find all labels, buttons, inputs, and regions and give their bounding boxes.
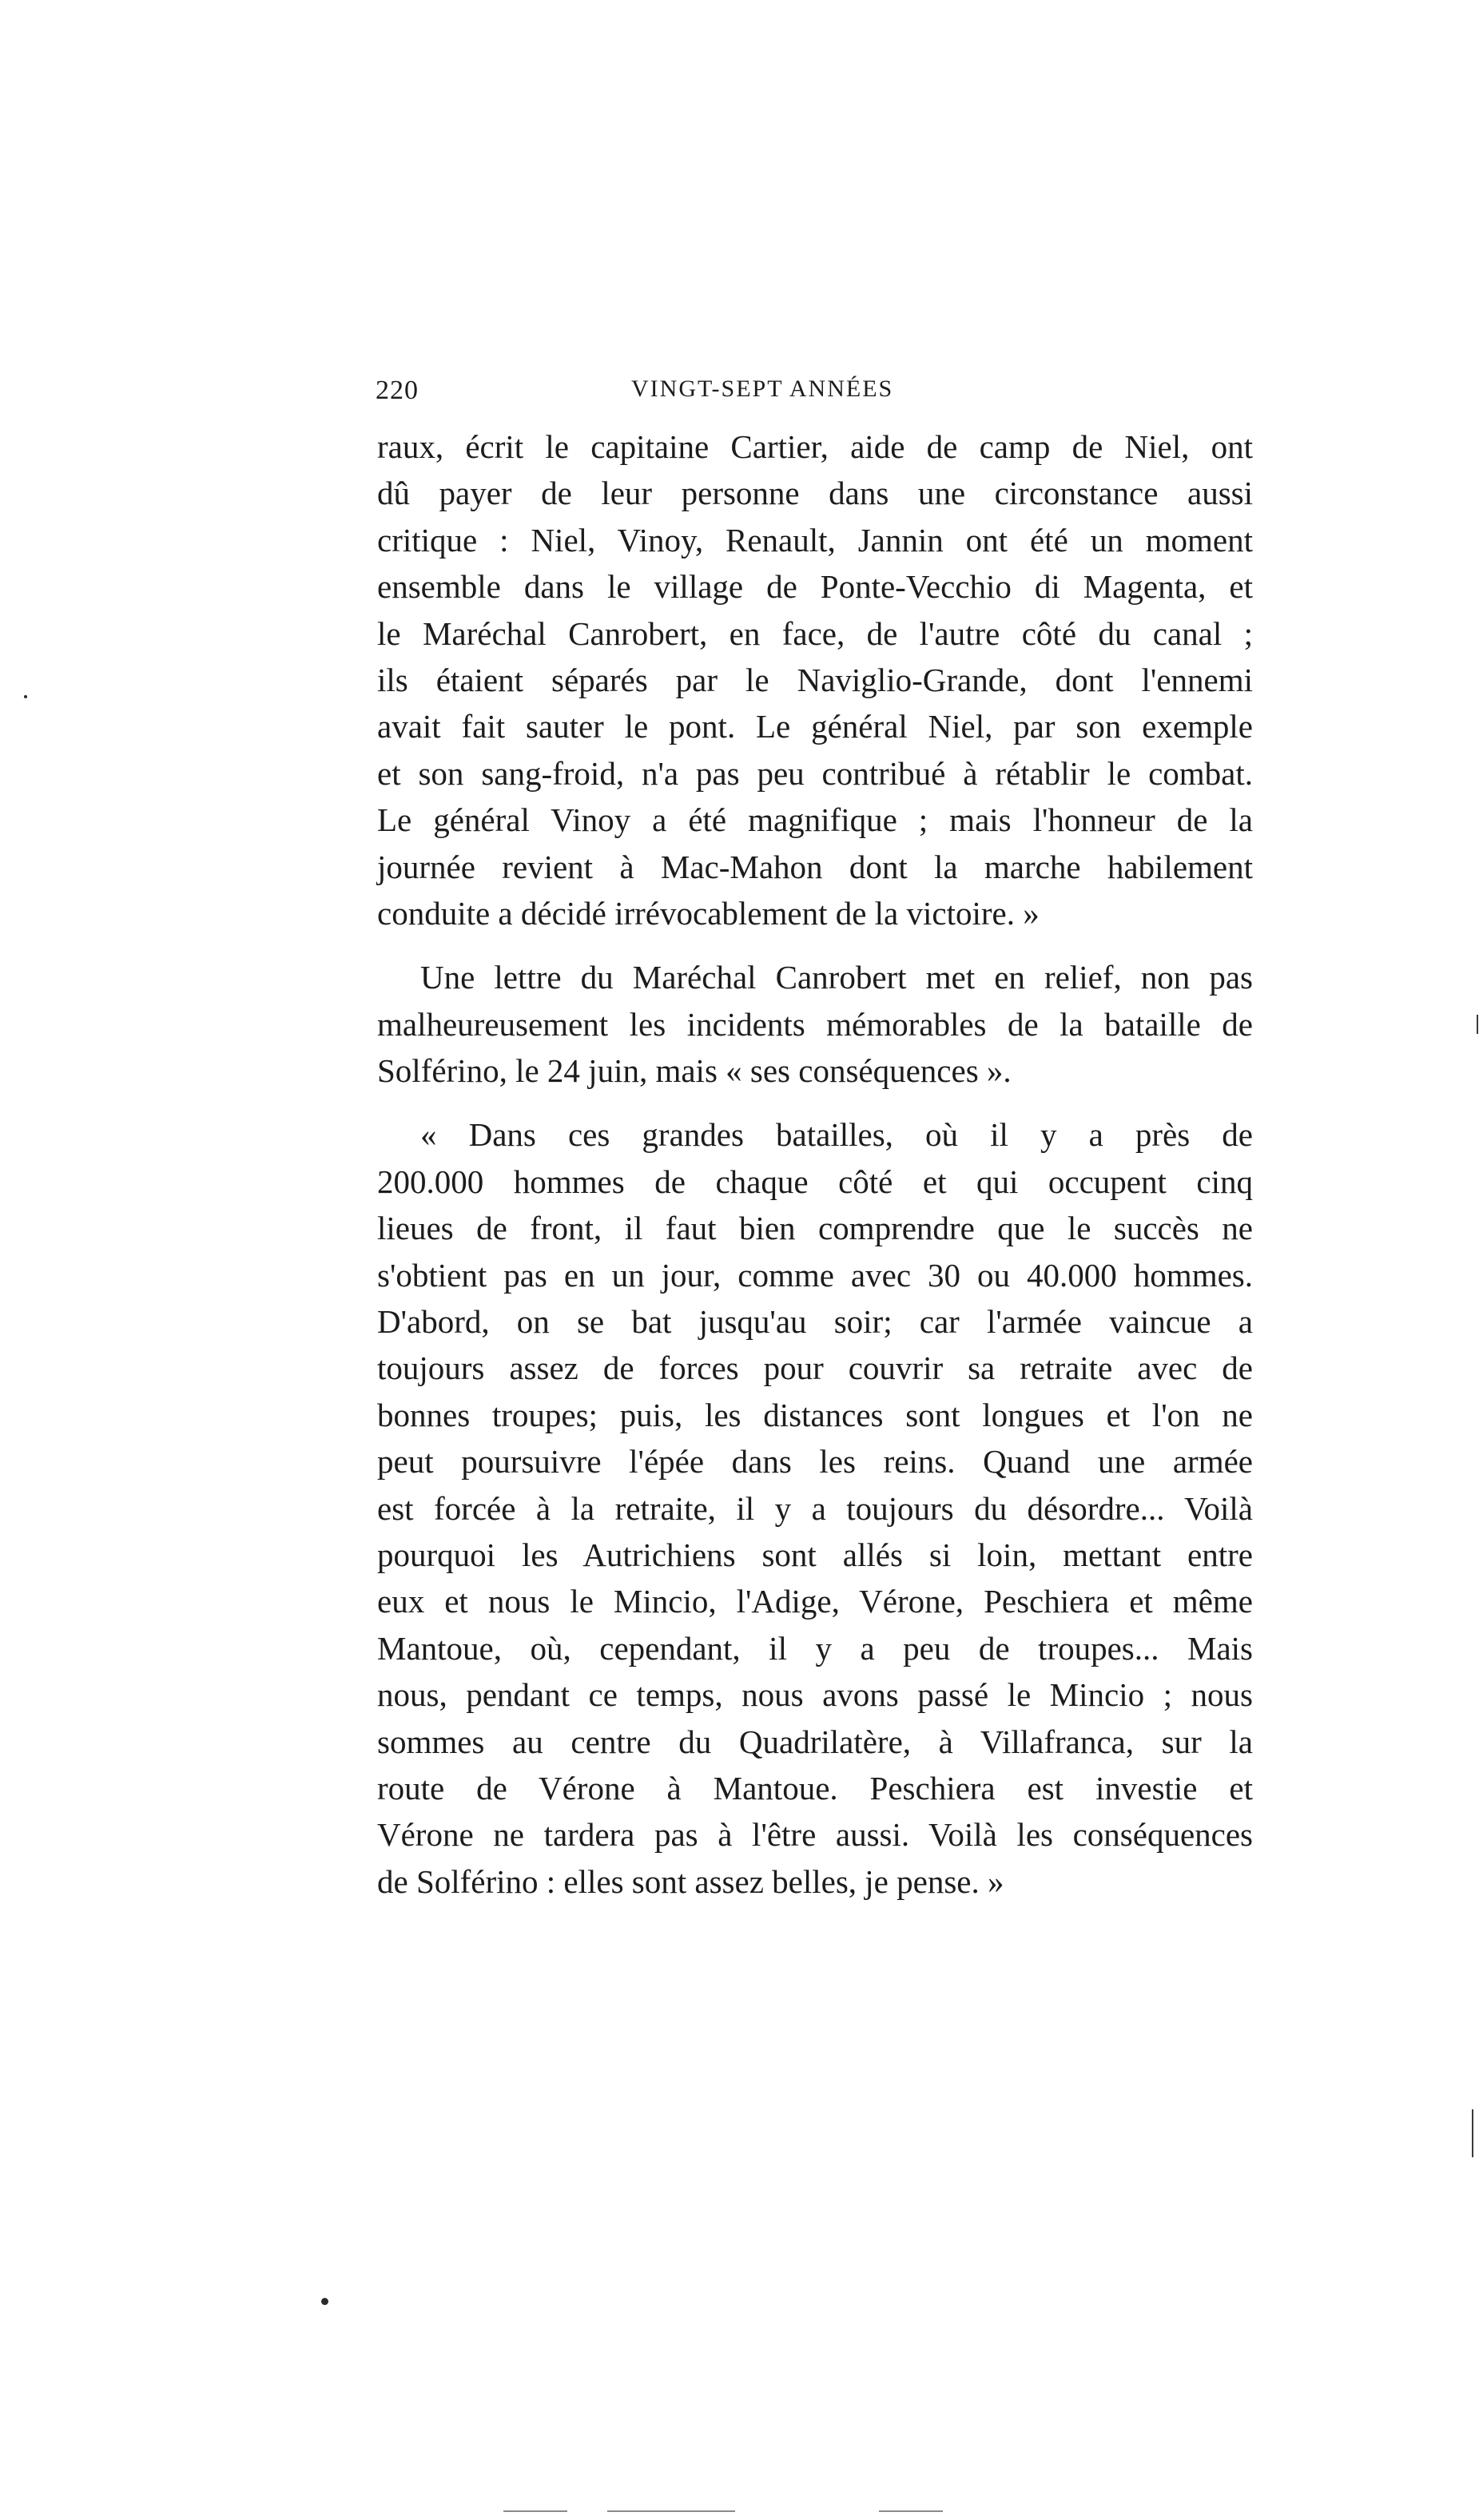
text-line: « Dans ces grandes batailles, où il y a près de: [420, 1116, 1253, 1154]
paragraph-gap: [377, 936, 1253, 954]
text-line: avait fait sauter le pont. Le général Niel, par son exemple: [377, 708, 1253, 745]
paragraph: [377, 954, 1253, 1094]
text-line: ensemble dans le village de Ponte-Vecchio di Magenta, et: [377, 568, 1253, 606]
text-line: Vérone ne tardera pas à l'être aussi. Voilà les conséquences: [377, 1816, 1253, 1854]
text-line: critique : Niel, Vinoy, Renault, Jannin ont été un moment: [377, 521, 1253, 558]
text-line: est forcée à la retraite, il y a toujours du désordre... Voilà: [377, 1489, 1253, 1527]
ink-speck: [24, 695, 27, 698]
text-line: peut poursuivre l'épée dans les reins. Quand une armée: [377, 1443, 1253, 1481]
text-line: route de Vérone à Mantoue. Peschiera est investie et: [377, 1769, 1253, 1807]
text-line: bonnes troupes; puis, les distances sont longues et l'on ne: [377, 1396, 1253, 1433]
bottom-edge-rule: [607, 2510, 735, 2512]
page-number: 220: [376, 376, 419, 405]
text-line: toujours assez de forces pour couvrir sa retraite avec de: [377, 1349, 1253, 1387]
text-line: le Maréchal Canrobert, en face, de l'autre côté du canal ;: [377, 614, 1253, 652]
bottom-edge-rule: [503, 2510, 567, 2512]
text-line: pourquoi les Autrichiens sont allés si loin, mettant entre: [377, 1536, 1253, 1573]
binding-edge-mark: [1477, 1015, 1478, 1034]
text-line: raux, écrit le capitaine Cartier, aide de camp de Niel, ont: [377, 428, 1253, 465]
text-line: Mantoue, où, cependant, il y a peu de troupes... Mais: [377, 1629, 1253, 1667]
text-line: s'obtient pas en un jour, comme avec 30 ou 40.000 hommes.: [377, 1256, 1253, 1294]
body-text: [377, 423, 1253, 1905]
text-line: de Solférino : elles sont assez belles, je pense. »: [377, 1862, 1004, 1900]
text-line: malheureusement les incidents mémorables de la bataille de: [377, 1005, 1253, 1043]
paragraph: [377, 423, 1253, 936]
binding-edge-mark: [1472, 2109, 1473, 2157]
text-line: ils étaient séparés par le Naviglio-Grande, dont l'ennemi: [377, 661, 1253, 698]
paragraph: [377, 1111, 1253, 1905]
text-line: dû payer de leur personne dans une circonstance aussi: [377, 475, 1253, 512]
paragraph-gap: [377, 1094, 1253, 1111]
running-head: [376, 376, 1254, 423]
text-line: nous, pendant ce temps, nous avons passé le Mincio ; nous: [377, 1676, 1253, 1714]
text-line: 200.000 hommes de chaque côté et qui occupent cinq: [377, 1163, 1253, 1200]
text-line: Solférino, le 24 juin, mais « ses conséquences ».: [377, 1052, 1012, 1090]
text-line: sommes au centre du Quadrilatère, à Villafranca, sur la: [377, 1723, 1253, 1760]
bottom-edge-rule: [879, 2510, 943, 2512]
text-line: Le général Vinoy a été magnifique ; mais l'honneur de la: [377, 801, 1253, 839]
text-line: conduite a décidé irrévocablement de la victoire. »: [377, 894, 1040, 932]
text-line: lieues de front, il faut bien comprendre que le succès ne: [377, 1210, 1253, 1247]
text-line: et son sang-froid, n'a pas peu contribué à rétablir le combat.: [377, 754, 1253, 792]
ink-speck: [321, 2298, 328, 2305]
text-line: journée revient à Mac-Mahon dont la marche habilement: [377, 848, 1253, 885]
text-line: Une lettre du Maréchal Canrobert met en relief, non pas: [420, 959, 1253, 996]
running-title: VINGT-SEPT ANNÉES: [631, 376, 894, 402]
text-line: eux et nous le Mincio, l'Adige, Vérone, Peschiera et même: [377, 1583, 1253, 1620]
text-line: D'abord, on se bat jusqu'au soir; car l'armée vaincue a: [377, 1303, 1253, 1341]
